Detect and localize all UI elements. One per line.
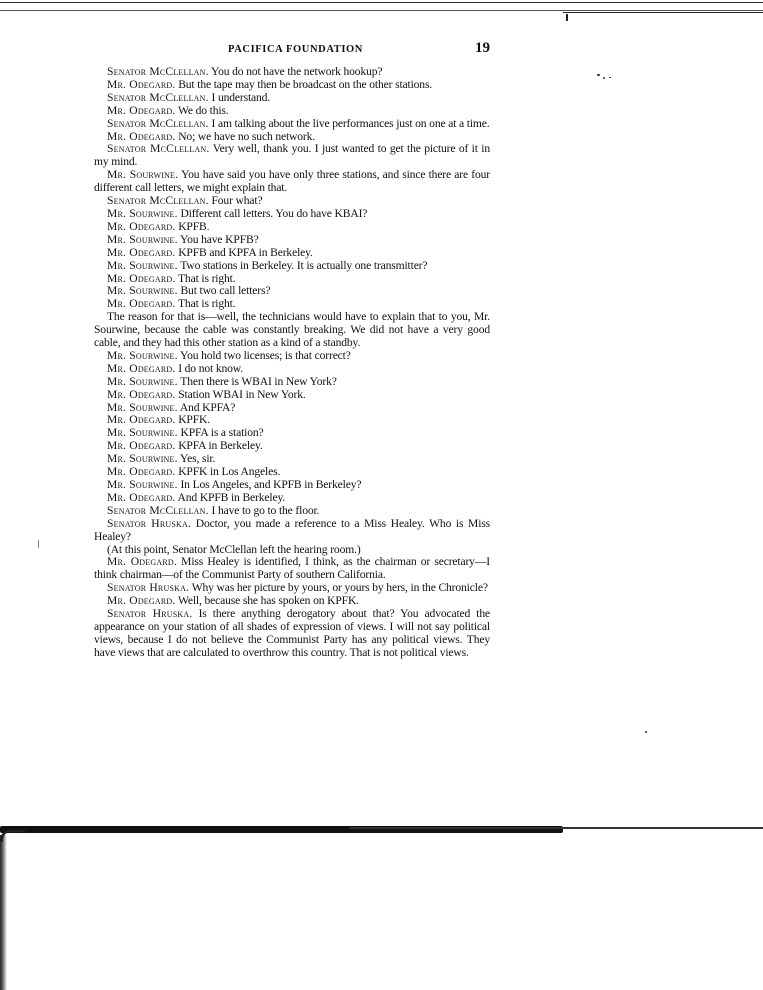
speaker-name: Mr. Odegard. [107,490,176,504]
speaker-name: Senator McClellan. [107,116,209,130]
transcript-paragraph [94,311,490,350]
scan-speck [38,540,39,548]
paragraph-text: No; we have no such network. [175,129,316,143]
paragraph-text: Different call letters. You do have KBAI? [177,206,368,220]
paragraph-text: KPFB and KPFA in Berkeley. [175,245,313,259]
speaker-name: Mr. Odegard. [107,387,176,401]
paragraph-text: Why was her picture by yours, or yours by hers, in the Chronicle? [189,581,488,595]
speaker-name: Mr. Sourwine. [107,284,178,298]
speaker-name: Mr. Odegard. [107,413,176,427]
scan-bottom-border [0,823,763,835]
speaker-name: Mr. Odegard. [107,439,176,453]
speaker-name: Senator Hruska. [107,581,190,595]
scan-corner [0,830,25,842]
speaker-name: Mr. Sourwine. [107,348,178,362]
scan-speck [609,77,611,78]
paragraph-text: That is right. [175,297,236,311]
scan-top-border [0,2,763,11]
transcript-paragraph [94,143,490,169]
speaker-name: Mr. Odegard. [107,555,177,569]
paragraph-text: I have to go to the floor. [208,503,320,517]
speaker-name: Senator McClellan. [107,90,209,104]
paragraph-text: Very well, thank you. I just wanted to get the picture of it in my mind. [94,142,490,169]
paragraph-text: Well, because she has spoken on KPFK. [175,594,359,608]
scan-speck [603,77,605,79]
speaker-name: Senator Hruska. [107,516,192,530]
page-number: 19 [475,40,490,56]
speaker-name: Mr. Odegard. [107,297,176,311]
speaker-name: Mr. Odegard. [107,103,176,117]
paragraph-text: That is right. [175,271,236,285]
page-header [228,42,490,58]
speaker-name: Mr. Sourwine. [107,258,178,272]
speaker-name: Mr. Odegard. [107,245,176,259]
transcript-paragraph [94,169,490,195]
paragraph-text: KPFB. [175,219,210,233]
scan-bottom-rule [350,827,763,829]
speaker-name: Mr. Sourwine. [107,452,178,466]
speaker-name: Mr. Sourwine. [107,206,178,220]
transcript-paragraph [94,556,490,582]
paragraph-text: Four what? [208,194,263,208]
paragraph-text: Is there anything derogatory about that? You advocated the appearance on your station of all shades of expression of views. I will not say political views, because I do not believe the Communist Party has any political views. They have views that are calculated to overthrow this country. That is not political views. [94,607,490,659]
transcript-paragraph [94,518,490,544]
speaker-name: Mr. Odegard. [107,219,176,233]
paragraph-text: In Los Angeles, and KPFB in Berkeley? [177,478,362,491]
speaker-name: Senator McClellan. [107,65,209,78]
paragraph-text: You have said you have only three stations, and since there are four different call letters, we might explain that. [94,168,490,195]
scan-speck [597,74,600,76]
paragraph-text: Doctor, you made a reference to a Miss Healey. Who is Miss Healey? [94,516,490,543]
transcript-body [94,66,490,660]
speaker-name: Senator Hruska. [107,607,193,621]
paragraph-text: Miss Healey is identified, I think, as the chairman or secretary—I think chairman—of the Communist Party of southern California. [94,555,490,582]
speaker-name: Mr. Odegard. [107,129,176,143]
speaker-name: Mr. Sourwine. [107,478,178,491]
paragraph-text: Two stations in Berkeley. It is actually one transmitter? [177,258,428,272]
paragraph-text: Station WBAI in New York. [175,387,306,401]
speaker-name: Senator McClellan. [107,194,209,208]
speaker-name: Mr. Sourwine. [107,232,178,246]
paragraph-text: KPFA is a station? [177,426,264,440]
speaker-name: Mr. Sourwine. [107,400,178,414]
paragraph-text: You hold two licenses; is that correct? [177,348,351,362]
paragraph-text: KPFK in Los Angeles. [175,465,281,479]
paragraph-text: But the tape may then be broadcast on the other stations. [175,77,433,91]
scan-top-rule [563,12,763,13]
scan-speck [645,731,647,733]
speaker-name: Mr. Odegard. [107,361,176,375]
paragraph-text: KPFK. [175,413,210,427]
paragraph-text: You do not have the network hookup? [208,65,383,78]
paragraph-text: KPFA in Berkeley. [175,439,263,453]
paragraph-text: And KPFA? [177,400,236,414]
paragraph-text: The reason for that is—well, the technicians would have to explain that to you, Mr. Sourwine, because the cable was constantly breaking. We did not have a very good cable, and they had this other station as a kind of a standby. [94,310,490,350]
paragraph-text: But two call letters? [177,284,271,298]
paragraph-text: And KPFB in Berkeley. [175,490,286,504]
speaker-name: Mr. Sourwine. [107,168,179,182]
scan-top-tick [566,14,568,21]
scan-left-edge [0,835,7,990]
speaker-name: Senator McClellan. [107,142,210,156]
paragraph-text: Yes, sir. [177,452,216,466]
paragraph-text: You have KPFB? [177,232,259,246]
speaker-name: Mr. Odegard. [107,271,176,285]
paragraph-text: (At this point, Senator McClellan left the hearing room.) [107,542,361,556]
paragraph-text: Then there is WBAI in New York? [177,374,337,388]
paragraph-text: I am talking about the live performances just on one at a time. [208,116,490,130]
paragraph-text: We do this. [175,103,229,117]
speaker-name: Senator McClellan. [107,503,209,517]
speaker-name: Mr. Sourwine. [107,426,178,440]
speaker-name: Mr. Odegard. [107,594,176,608]
speaker-name: Mr. Sourwine. [107,374,178,388]
transcript-paragraph [94,608,490,660]
speaker-name: Mr. Odegard. [107,77,176,91]
paragraph-text: I understand. [208,90,271,104]
running-title: PACIFICA FOUNDATION [228,44,363,55]
paragraph-text: I do not know. [175,361,243,375]
speaker-name: Mr. Odegard. [107,465,176,479]
